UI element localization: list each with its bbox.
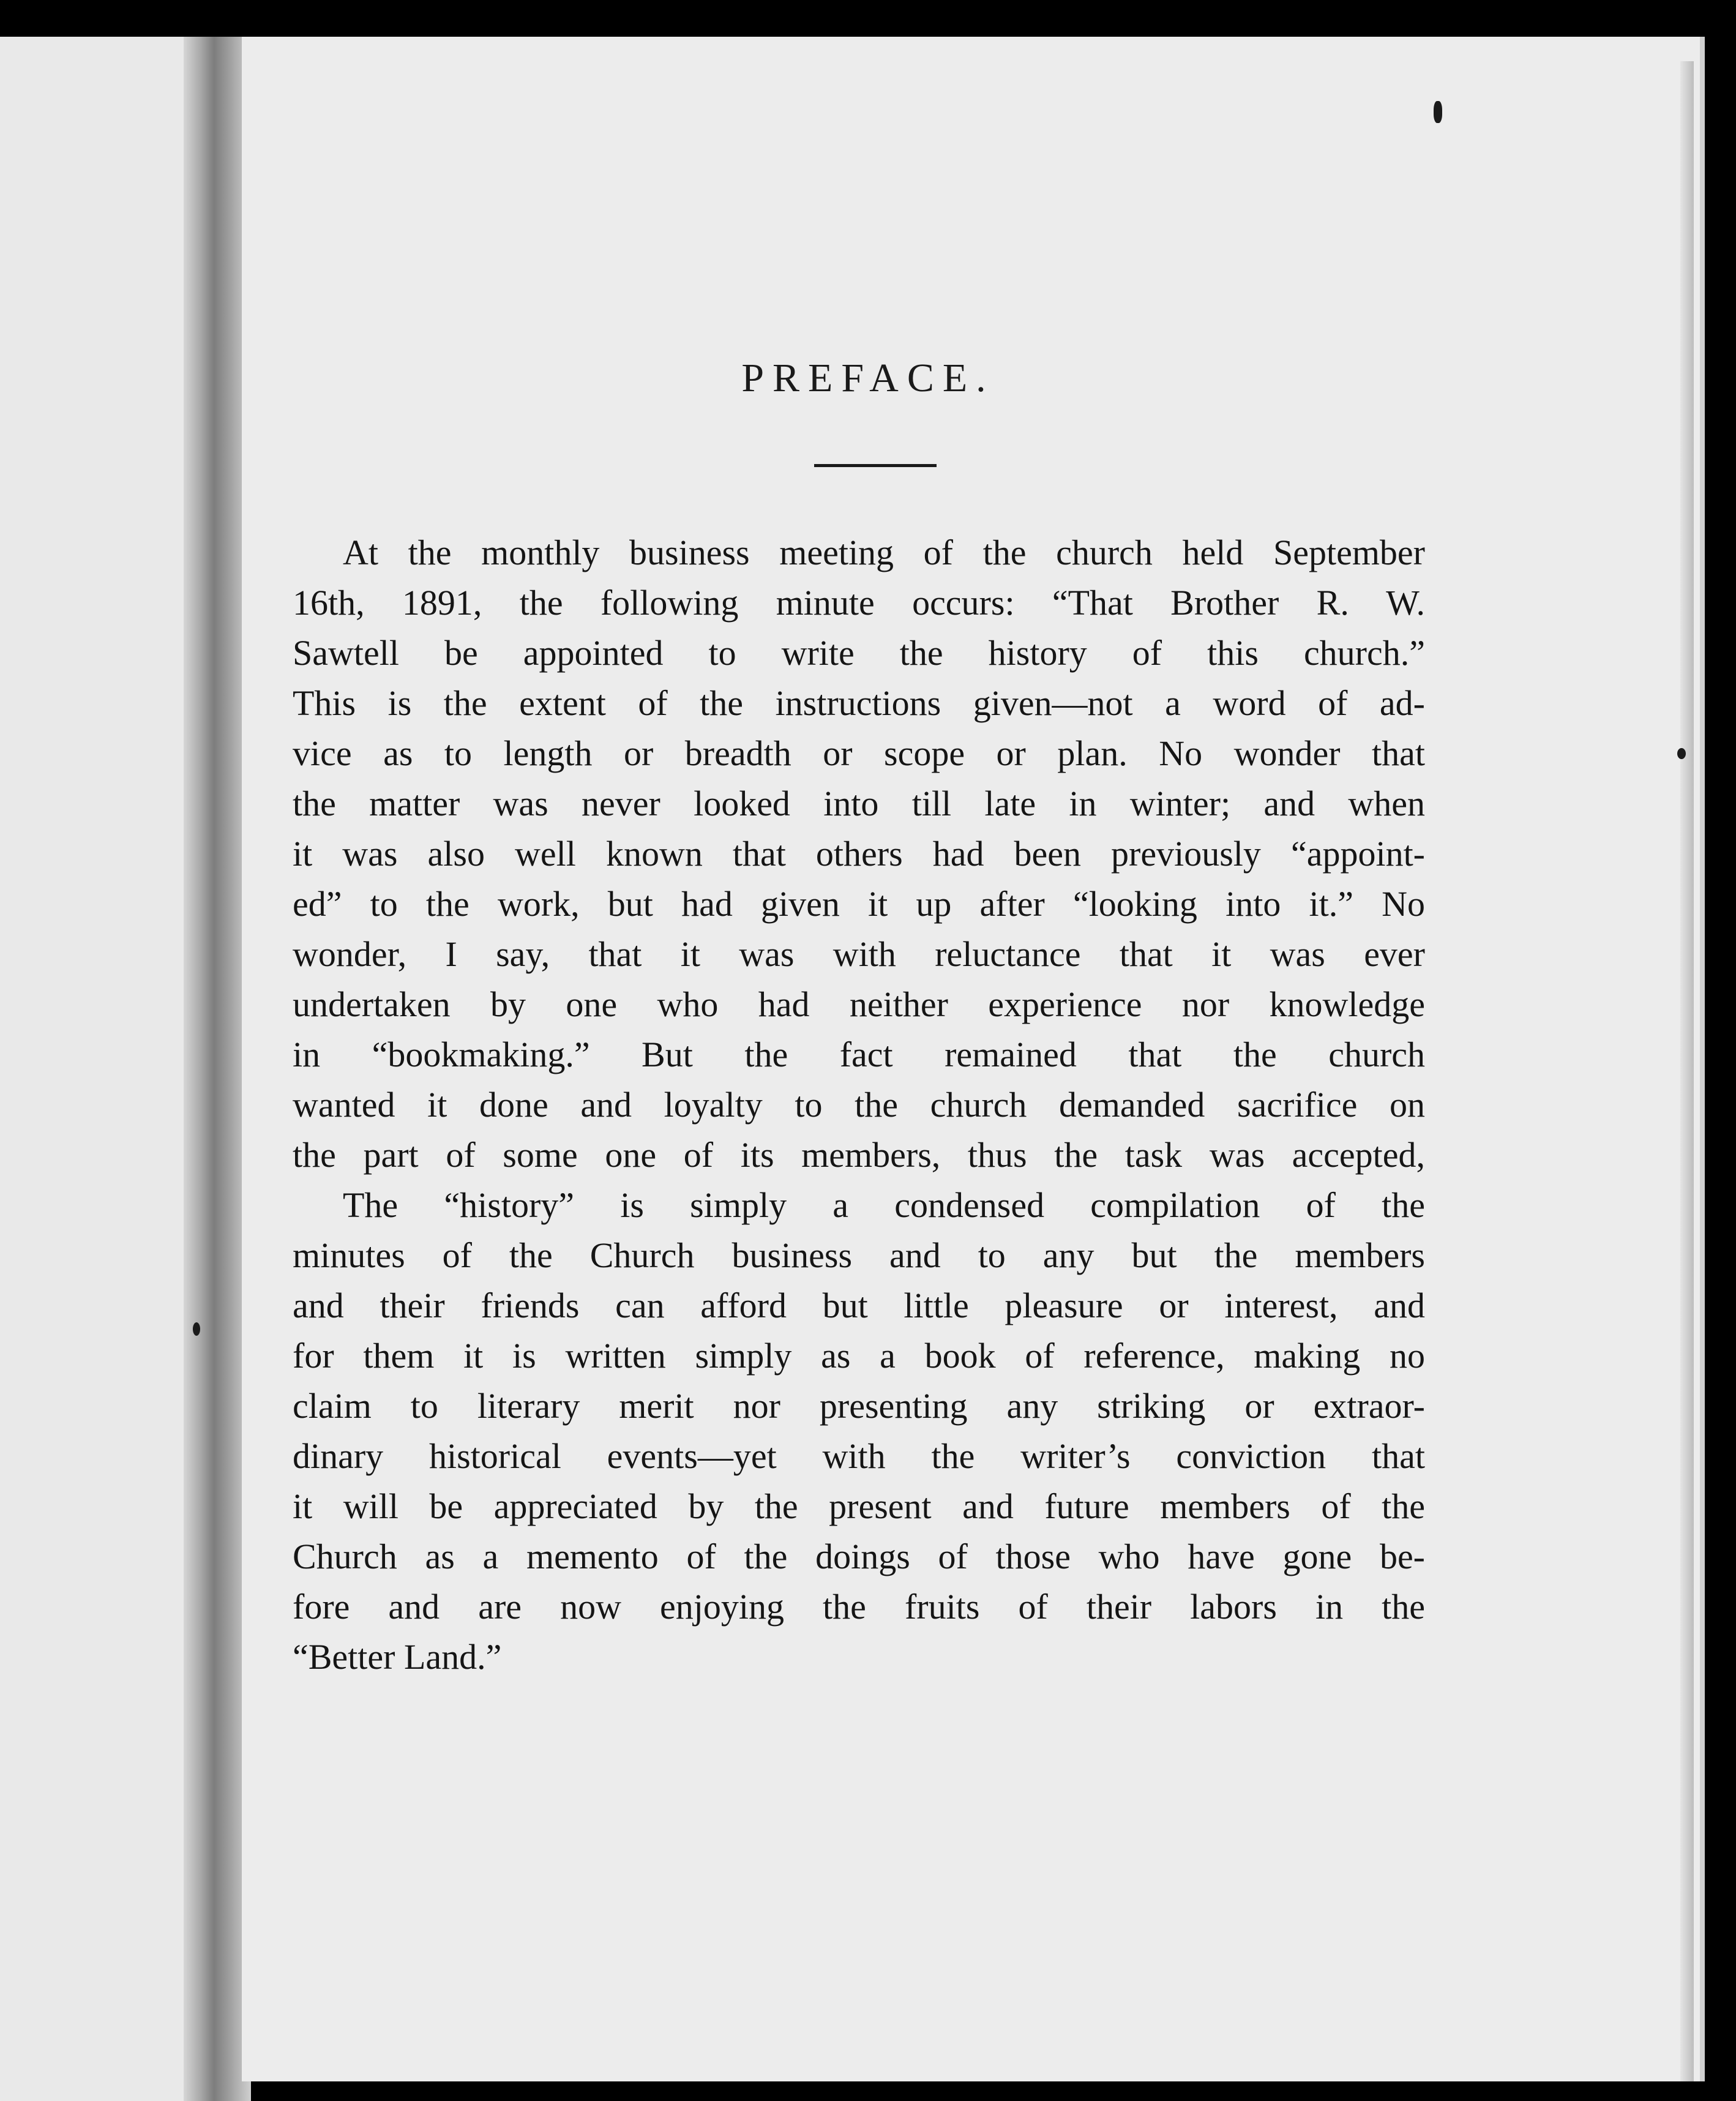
page-title: PREFACE. (741, 356, 995, 400)
text-line: in “bookmaking.” But the fact remained that the church (293, 1035, 1425, 1074)
text-line: it will be appreciated by the present and future members of the (293, 1486, 1425, 1526)
text-line: “Better Land.” (293, 1637, 502, 1677)
text-line: Sawtell be appointed to write the history of this church.” (293, 633, 1425, 673)
text-line: for them it is written simply as a book of reference, making no (293, 1336, 1425, 1376)
text-line: At the monthly business meeting of the church held September (343, 533, 1425, 572)
paragraph-2 (293, 1180, 1425, 1682)
text-line: The “history” is simply a condensed compilation of the (343, 1185, 1425, 1225)
text-line: 16th, 1891, the following minute occurs: “That Brother R. W. (293, 583, 1425, 623)
text-line: claim to literary merit nor presenting any striking or extraor- (293, 1386, 1425, 1426)
text-line: the matter was never looked into till late in winter; and when (293, 784, 1425, 823)
scan-speck (1434, 101, 1442, 123)
text-line: undertaken by one who had neither experience nor knowledge (293, 984, 1425, 1024)
text-line: vice as to length or breadth or scope or plan. No wonder that (293, 733, 1425, 773)
text-line: fore and are now enjoying the fruits of their labors in the (293, 1587, 1425, 1627)
scan-speck (193, 1322, 200, 1336)
preface-body (293, 528, 1425, 1682)
text-line: the part of some one of its members, thus the task was accepted, (293, 1135, 1425, 1175)
text-line: it was also well known that others had been previously “appoint- (293, 834, 1425, 874)
text-line: Church as a memento of the doings of those who have gone be- (293, 1537, 1425, 1576)
text-line: wonder, I say, that it was with reluctance that it was ever (293, 934, 1425, 974)
text-line: minutes of the Church business and to any but the members (293, 1235, 1425, 1275)
title-rule (814, 464, 937, 467)
left-page-edge (0, 37, 202, 2101)
scan-speck (1677, 748, 1686, 759)
paragraph-1 (293, 528, 1425, 1180)
text-line: wanted it done and loyalty to the church demanded sacrifice on (293, 1085, 1425, 1125)
binding-gutter (184, 37, 251, 2101)
text-line: ed” to the work, but had given it up after “looking into it.” No (293, 884, 1425, 924)
text-line: This is the extent of the instructions given—not a word of ad- (293, 683, 1425, 723)
text-line: dinary historical events—yet with the writer’s conviction that (293, 1436, 1425, 1476)
text-line: and their friends can afford but little pleasure or interest, and (293, 1286, 1425, 1325)
